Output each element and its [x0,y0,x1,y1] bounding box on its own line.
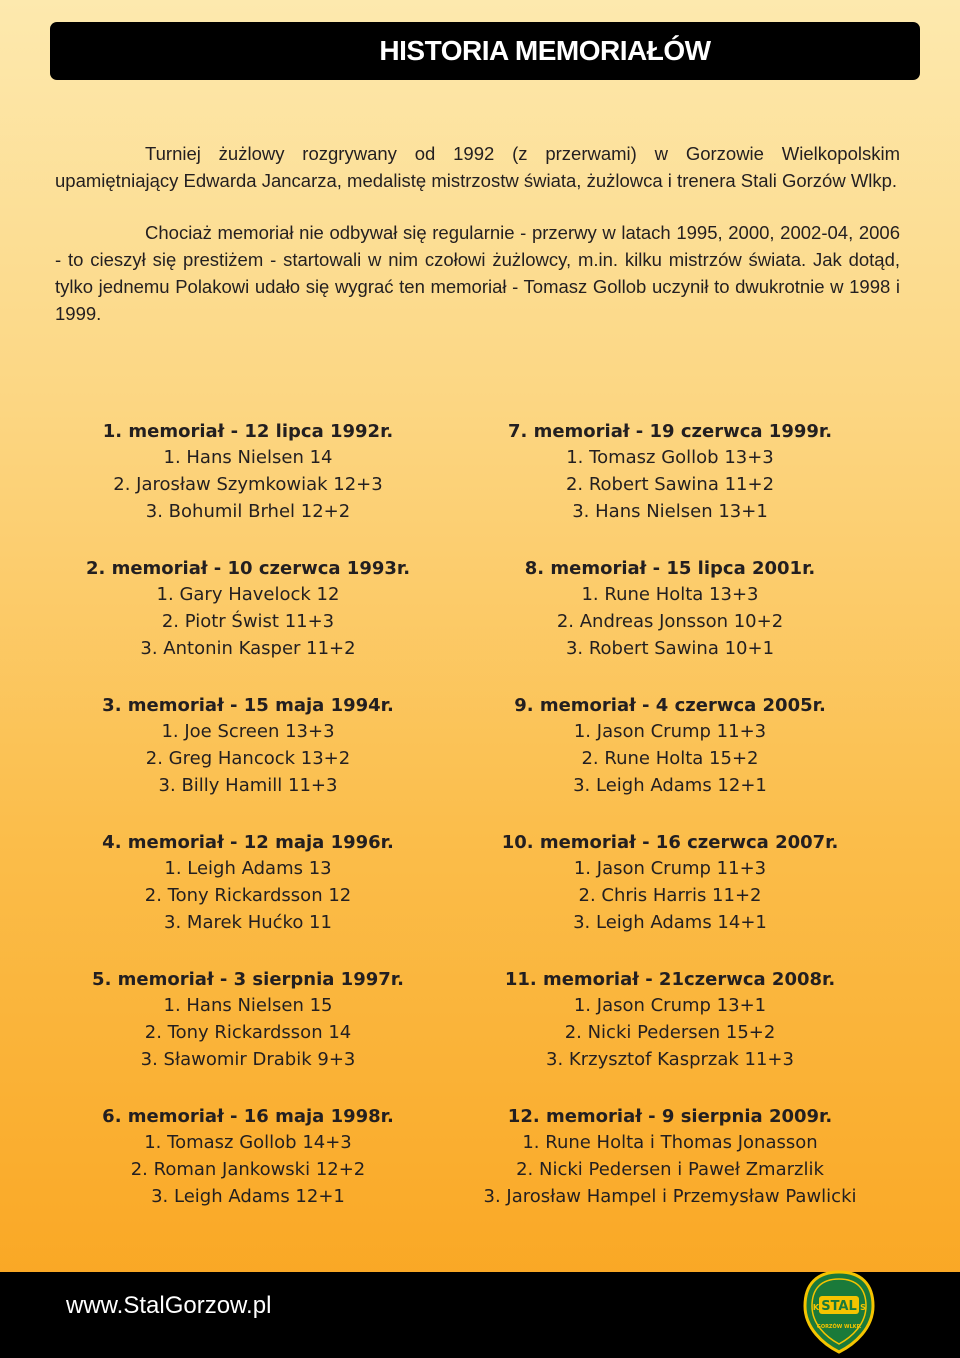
result-line: 3. Hans Nielsen 13+1 [572,501,768,522]
result-line: 2. Roman Jankowski 12+2 [130,1159,366,1180]
result-line: 3. Leigh Adams 12+1 [573,775,767,796]
result-line: 2. Nicki Pedersen i Paweł Zmarzlik [516,1159,824,1180]
logo-top-text: STAL [821,1299,857,1314]
memorial-title: 8. memoriał - 15 lipca 2001r. [524,558,816,579]
memorial-title: 1. memoriał - 12 lipca 1992r. [102,421,394,442]
memorial-title: 11. memoriał - 21czerwca 2008r. [504,969,836,990]
result-line: 2. Robert Sawina 11+2 [565,474,775,495]
logo-left-letter: K [812,1303,820,1312]
result-line: 3. Robert Sawina 10+1 [565,638,775,659]
result-line: 2. Tony Rickardsson 14 [144,1022,352,1043]
logo-bottom-text: GORZÓW WLKP. [816,1324,862,1330]
result-line: 1. Gary Havelock 12 [156,584,340,605]
memorial-entry [470,968,870,1105]
result-line: 1. Hans Nielsen 14 [163,447,333,468]
result-line: 2. Chris Harris 11+2 [578,885,762,906]
result-line: 1. Rune Holta i Thomas Jonasson [522,1132,818,1153]
result-line: 2. Andreas Jonsson 10+2 [556,611,784,632]
result-line: 1. Rune Holta 13+3 [581,584,759,605]
result-line: 1. Jason Crump 11+3 [573,721,767,742]
memorial-title: 6. memoriał - 16 maja 1998r. [102,1106,394,1127]
club-logo-icon [803,1270,875,1354]
result-line: 1. Tomasz Gollob 14+3 [144,1132,352,1153]
memorial-title: 10. memoriał - 16 czerwca 2007r. [501,832,839,853]
title-bar [50,22,920,80]
result-line: 3. Jarosław Hampel i Przemysław Pawlicki [483,1186,857,1207]
result-line: 3. Sławomir Drabik 9+3 [140,1049,356,1070]
memorial-entry [470,1105,870,1242]
memorial-entry [58,420,438,557]
result-line: 1. Jason Crump 13+1 [573,995,767,1016]
memorials-right-column [470,420,870,1242]
memorials-left-column [58,420,438,1242]
result-line: 1. Leigh Adams 13 [164,858,332,879]
intro-text [55,140,900,327]
page-title: HISTORIA MEMORIAŁÓW [379,35,711,66]
website-link[interactable]: www.StalGorzow.pl [66,1292,272,1319]
memorial-title: 3. memoriał - 15 maja 1994r. [102,695,394,716]
result-line: 3. Leigh Adams 12+1 [151,1186,345,1207]
memorial-entry [470,420,870,557]
memorial-title: 4. memoriał - 12 maja 1996r. [102,832,394,853]
memorial-entry [470,831,870,968]
memorial-title: 7. memoriał - 19 czerwca 1999r. [507,421,833,442]
memorial-title: 12. memoriał - 9 sierpnia 2009r. [507,1106,833,1127]
result-line: 2. Rune Holta 15+2 [581,748,759,769]
result-line: 2. Tony Rickardsson 12 [144,885,352,906]
result-line: 3. Marek Hućko 11 [164,912,332,933]
memorial-entry [58,557,438,694]
memorial-entry [58,968,438,1105]
memorial-title: 9. memoriał - 4 czerwca 2005r. [514,695,826,716]
intro-paragraph-1: Turniej żużlowy rozgrywany od 1992 (z przerwami) w Gorzowie Wielkopolskim upamiętniający Edwarda Jancarza, medalistę mistrzostw świata, żużlowca i trenera Stali Gorzów Wlkp. [55,143,900,191]
memorial-entry [470,557,870,694]
memorial-entry [470,694,870,831]
result-line: 2. Piotr Świst 11+3 [161,611,335,632]
result-line: 1. Hans Nielsen 15 [163,995,333,1016]
logo-right-letter: S [860,1303,866,1312]
result-line: 1. Tomasz Gollob 13+3 [566,447,774,468]
memorial-entry [58,694,438,831]
memorial-title: 5. memoriał - 3 sierpnia 1997r. [92,969,404,990]
result-line: 3. Billy Hamill 11+3 [158,775,338,796]
memorial-entry [58,1105,438,1242]
memorial-entry [58,831,438,968]
memorial-title: 2. memoriał - 10 czerwca 1993r. [85,558,411,579]
result-line: 3. Leigh Adams 14+1 [573,912,767,933]
result-line: 1. Joe Screen 13+3 [161,721,335,742]
result-line: 2. Jarosław Szymkowiak 12+3 [113,474,383,495]
result-line: 2. Nicki Pedersen 15+2 [564,1022,776,1043]
result-line: 3. Krzysztof Kasprzak 11+3 [546,1049,794,1070]
result-line: 3. Antonin Kasper 11+2 [140,638,356,659]
result-line: 3. Bohumil Brhel 12+2 [145,501,351,522]
intro-paragraph-2: Chociaż memoriał nie odbywał się regularnie - przerwy w latach 1995, 2000, 2002-04, 2006 - to cieszył się prestiżem - startowali w nim czołowi żużlowcy, m.in. kilku mistrzów świata. Jak dotąd, tylko jednemu Polakowi udało się wygrać ten memoriał - Tomasz Gollob uczynił to dwukrotnie w 1998 i 1999. [55,222,900,324]
result-line: 1. Jason Crump 11+3 [573,858,767,879]
result-line: 2. Greg Hancock 13+2 [145,748,351,769]
